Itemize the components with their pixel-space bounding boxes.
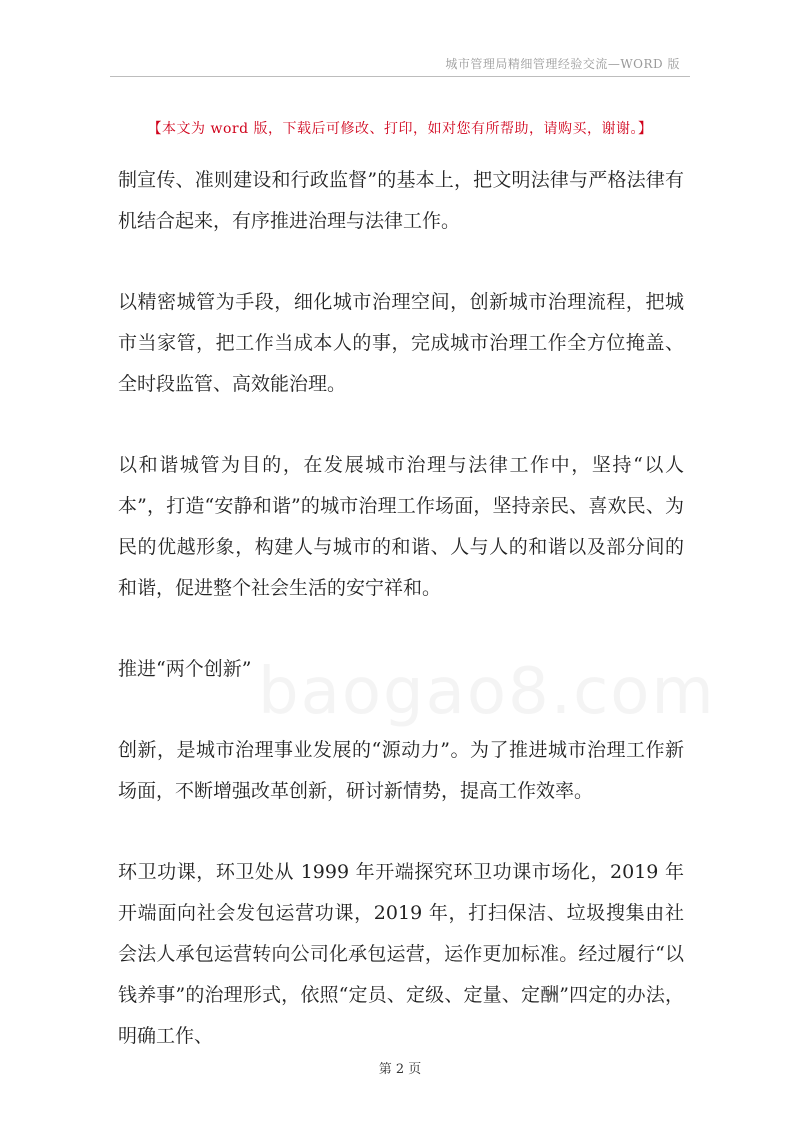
- paragraph-1: 制宣传、准则建设和行政监督”的基本上，把文明法律与严格法律有机结合起来，有序推进治理与法律工作。: [118, 169, 684, 232]
- running-header: 城市管理局精细管理经验交流—WORD 版: [445, 57, 680, 71]
- header-divider: [110, 76, 690, 77]
- download-notice: 【本文为 word 版，下载后可修改、打印，如对您有所帮助，请购买，谢谢。】: [147, 121, 653, 137]
- page-number: 第 2 页: [378, 1062, 422, 1077]
- paragraph-3: 以和谐城管为目的，在发展城市治理与法律工作中，坚持“以人本”，打造“安静和谐”的城市治理工作场面，坚持亲民、喜欢民、为民的优越形象，构建人与城市的和谐、人与人的和谐以及部分间的和谐，促进整个社会生活的安宁祥和。: [118, 454, 684, 599]
- watermark: baogao8.com: [258, 655, 716, 729]
- document-body: [118, 160, 684, 1097]
- paragraph-4: 创新，是城市治理事业发展的“源动力”。为了推进城市治理工作新场面，不断增强改革创新，研讨新情势，提高工作效率。: [118, 739, 684, 802]
- paragraph-2: 以精密城管为手段，细化城市治理空间，创新城市治理流程，把城市当家管，把工作当成本人的事，完成城市治理工作全方位掩盖、全时段监管、高效能治理。: [118, 291, 684, 395]
- section-heading: 推进“两个创新”: [118, 658, 252, 680]
- paragraph-5: 环卫功课，环卫处从 1999 年开端探究环卫功课市场化，2019 年开端面向社会发包运营功课，2019 年，打扫保洁、垃圾搜集由社会法人承包运营转向公司化承包运营，运作更加标准。经过履行“以钱养事”的治理形式，依照“定员、定级、定量、定酬”四定的办法，明确工作、: [118, 861, 684, 1047]
